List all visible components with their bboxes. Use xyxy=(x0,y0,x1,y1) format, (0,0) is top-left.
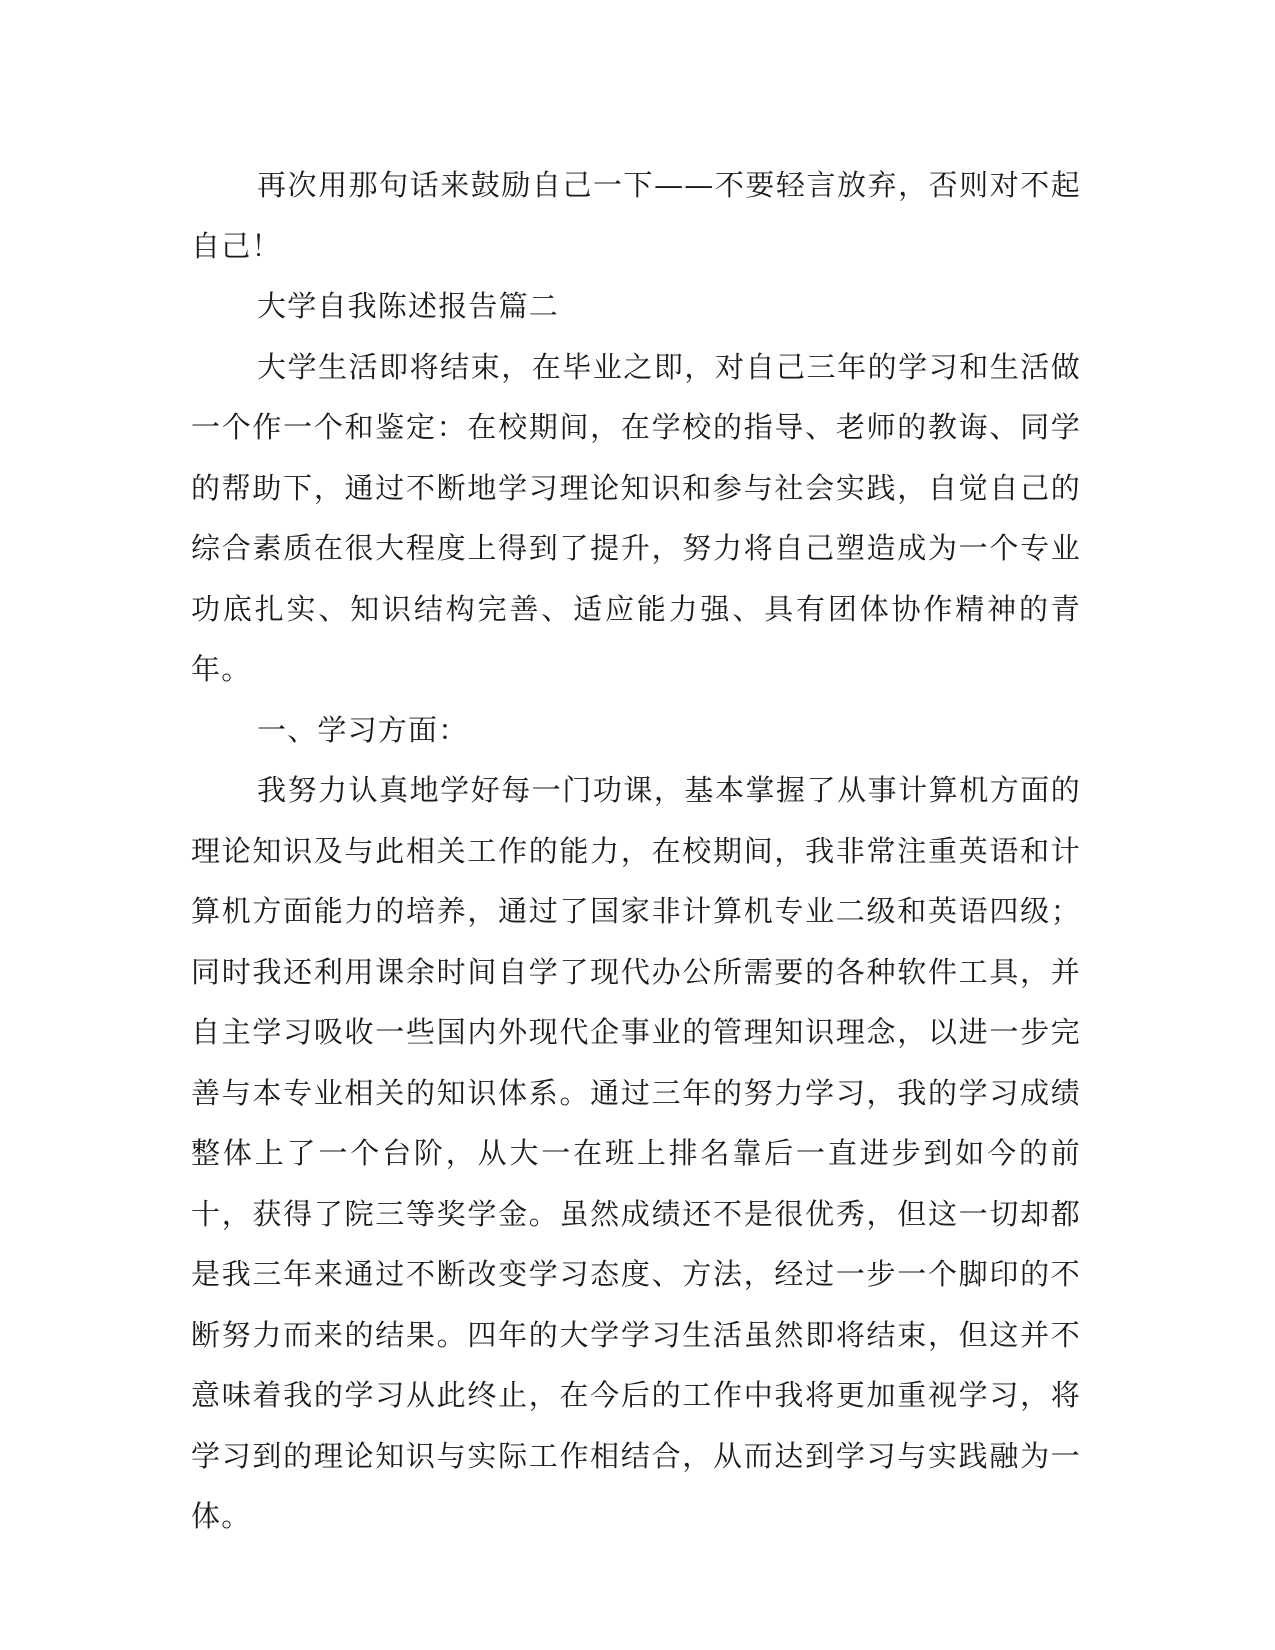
section-heading-study: 一、学习方面： xyxy=(257,712,469,747)
section-heading-part-two: 大学自我陈述报告篇二 xyxy=(257,289,560,323)
paragraph-study-details: 我努力认真地学好每一门功课，基本掌握了从事计算机方面的理论知识及与此相关工作的能力，在校期间，我非常注重英语和计算机方面能力的培养，通过了国家非计算机专业二级和英语四级；同时我还利用课余时间自学了现代办公所需要的各种软件工具，并自主学习吸收一些国内外现代企事业的管理知识理念，以进一步完善与本专业相关的知识体系。通过三年的努力学习，我的学习成绩整体上了一个台阶，从大一在班上排名靠后一直进步到如今的前十，获得了院三等奖学金。虽然成绩还不是很优秀，但这一切却都是我三年来通过不断改变学习态度、方法，经过一步一个脚印的不断努力而来的结果。四年的大学学习生活虽然即将结束，但这并不意味着我的学习从此终止，在今后的工作中我将更加重视学习，将学习到的理论知识与实际工作相结合，从而达到学习与实践融为一体。 xyxy=(191,773,1081,1533)
paragraph-introduction: 大学生活即将结束，在毕业之即，对自己三年的学习和生活做一个作一个和鉴定：在校期间，在学校的指导、老师的教诲、同学的帮助下，通过不断地学习理论知识和参与社会实践，自觉自己的综合素质在很大程度上得到了提升，努力将自己塑造成为一个专业功底扎实、知识结构完善、适应能力强、具有团体协作精神的青年。 xyxy=(191,349,1081,686)
document-body xyxy=(191,155,1081,1547)
paragraph-closing-encouragement: 再次用那句话来鼓励自己一下——不要轻言放弃，否则对不起自己！ xyxy=(191,168,1081,263)
